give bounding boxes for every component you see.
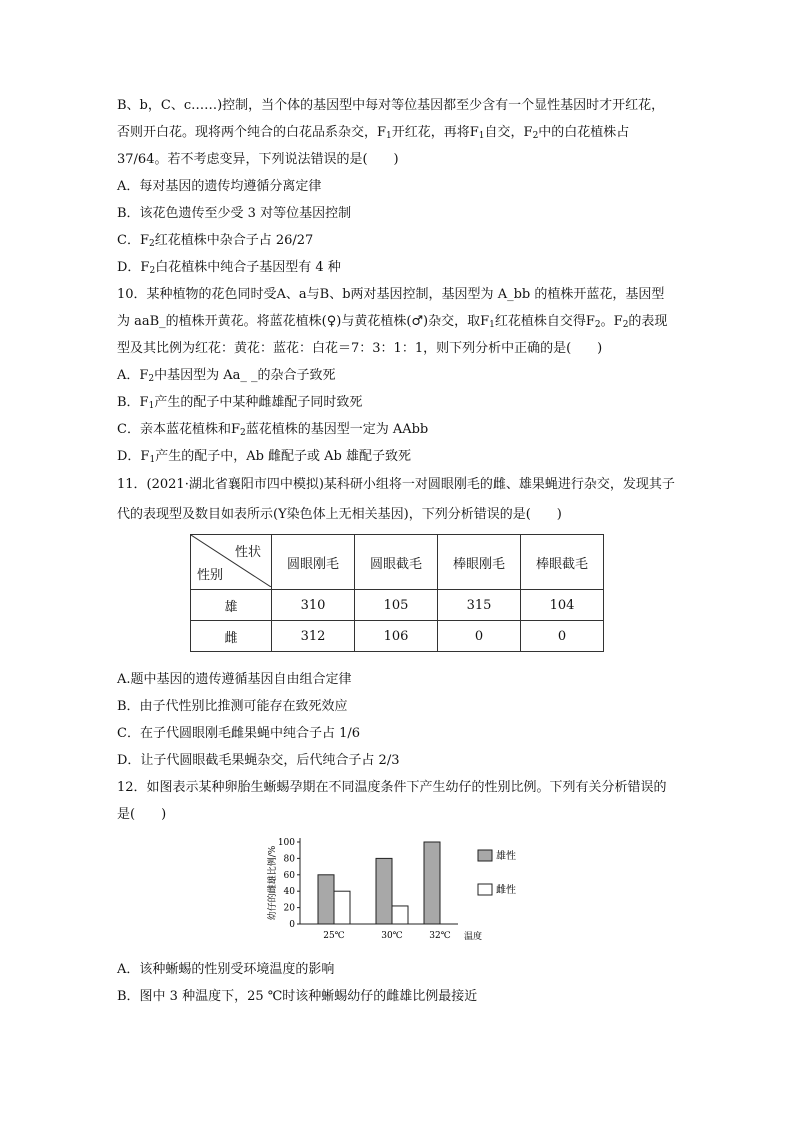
q10-option-b: B．$F_1$产生的配子中某种雌雄配子同时致死 — [117, 395, 363, 411]
q11-stem: 11．(2021·湖北省襄阳市四中模拟)某科研小组将一对圆眼刚毛的雌、雄果蝇进行杂交，发现其子代的表现型及数目如表所示(Y染色体上无相关基因)，下列分析错误的是( ) — [117, 477, 675, 522]
table-header-row — [191, 535, 604, 590]
y-tick-label: 80 — [283, 854, 295, 865]
table-header: 圆眼刚毛 — [272, 535, 355, 590]
x-axis-title: 温度 — [464, 932, 483, 942]
q11-option-b: B．由子代性别比推测可能存在致死效应 — [117, 699, 348, 714]
q9-option-a: A．每对基因的遗传均遵循分离定律 — [117, 179, 322, 194]
q9-option-b: B．该花色遗传至少受 3 对等位基因控制 — [117, 206, 352, 221]
q10-option-d: D．$F_1$产生的配子中，Ab 雌配子或 Ab 雄配子致死 — [117, 449, 412, 465]
table-cell: 104 — [521, 590, 604, 621]
q10-option-c: C．亲本蓝花植株和$F_2$蓝花植株的基因型一定为 AAbb — [117, 422, 429, 438]
q11-table — [190, 534, 604, 652]
y-tick-label: 40 — [283, 887, 295, 898]
bar-chart — [266, 832, 526, 950]
q11-option-d: D．让子代圆眼截毛果蝇杂交，后代纯合子占 2/3 — [117, 753, 400, 768]
x-tick-labels — [323, 930, 482, 942]
table-corner-cell — [191, 535, 272, 590]
q9-stem: B、b，C、c……)控制，当个体的基因型中每对等位基因都至少含有一个显性基因时才开红花，否则开白花。现将两个纯合的白花品系杂交，$F_1$开红花，再将$F_1$自交，$F_2$中的白花植株占37/64。若不考虑变异，下列说法错误的是( ) — [117, 98, 665, 167]
bars — [318, 842, 440, 924]
legend-label: 雄性 — [496, 851, 516, 862]
corner-label-sex: 性别 — [197, 568, 224, 583]
bar-male — [424, 842, 440, 924]
table-header: 棒眼刚毛 — [438, 535, 521, 590]
corner-label-traits: 性状 — [234, 545, 261, 560]
y-tick-label: 20 — [283, 903, 295, 914]
table-cell: 310 — [272, 590, 355, 621]
q12-option-a: A．该种蜥蜴的性别受环境温度的影响 — [117, 962, 335, 977]
table-row — [191, 621, 604, 652]
table-header: 棒眼截毛 — [521, 535, 604, 590]
legend-label: 雌性 — [496, 885, 516, 896]
x-tick-label: 32℃ — [429, 931, 451, 941]
y-tick-label: 100 — [277, 838, 295, 848]
q12-stem: 12．如图表示某种卵胎生蜥蜴孕期在不同温度条件下产生幼仔的性别比例。下列有关分析错误的是( ) — [117, 780, 667, 822]
table-cell: 105 — [355, 590, 438, 621]
y-ticks — [278, 838, 300, 930]
q10-stem: 10．某种植物的花色同时受A、a与B、b两对基因控制，基因型为 A_bb 的植株开蓝花，基因型为 aaB_的植株开黄花。将蓝花植株(♀)与黄花植株(♂)杂交，取$F_1$红花植株自交得$F_2$。$F_2$的表现型及其比例为红花：黄花：蓝花：白花＝7：3：1：1，则下列分析中正确的是( ) — [117, 287, 668, 356]
bar-male — [318, 875, 334, 924]
row-label: 雌 — [191, 621, 272, 652]
table-cell: 106 — [355, 621, 438, 652]
table-header: 圆眼截毛 — [355, 535, 438, 590]
bar-female — [334, 891, 350, 924]
y-tick-label: 60 — [283, 870, 295, 881]
legend-swatch — [478, 884, 492, 895]
page-content — [117, 92, 677, 1010]
bar-male — [376, 858, 392, 924]
table-cell: 0 — [521, 621, 604, 652]
q11-option-c: C．在子代圆眼刚毛雌果蝇中纯合子占 1/6 — [117, 726, 361, 741]
q12-chart — [266, 832, 677, 954]
q10-option-a: A．$F_2$中基因型为 Aa_ _的杂合子致死 — [117, 368, 336, 384]
y-axis-title: 幼仔的雌雄比例/% — [268, 845, 278, 921]
table-cell: 312 — [272, 621, 355, 652]
q12-option-b: B．图中 3 种温度下，25 ℃时该种蜥蜴幼仔的雌雄比例最接近 — [117, 989, 478, 1004]
bar-female — [392, 906, 408, 924]
row-label: 雄 — [191, 590, 272, 621]
x-tick-label: 30℃ — [381, 931, 403, 941]
table-cell: 0 — [438, 621, 521, 652]
q11-option-a: A.题中基因的遗传遵循基因自由组合定律 — [117, 672, 352, 687]
q9-option-c: C．$F_2$红花植株中杂合子占 26/27 — [117, 233, 314, 249]
table-cell: 315 — [438, 590, 521, 621]
legend-swatch — [478, 850, 492, 861]
q9-option-d: D．$F_2$白花植株中纯合子基因型有 4 种 — [117, 260, 341, 276]
y-axis-label — [266, 845, 278, 920]
table-row — [191, 590, 604, 621]
x-tick-label: 25℃ — [323, 931, 345, 941]
chart-legend — [478, 849, 516, 896]
y-tick-label: 0 — [289, 920, 295, 930]
